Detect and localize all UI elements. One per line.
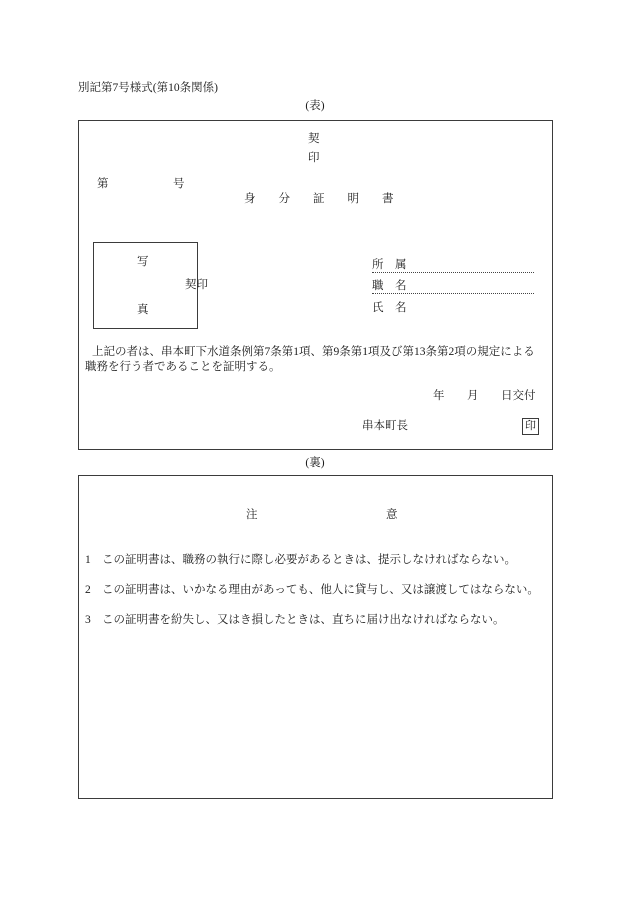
field-job-title — [372, 279, 534, 294]
tally-seal-top-char: 契 — [308, 133, 320, 145]
statement-line-1: 上記の者は、串本町下水道条例第7条第1項、第9条第1項及び第13条第2項の規定による — [92, 346, 535, 358]
notice-item-number: 1 — [85, 554, 91, 566]
issuer-name: 串本町長 — [362, 420, 408, 432]
notice-heading-second: 意 — [386, 509, 398, 521]
notice-item — [79, 553, 551, 567]
id-card-front — [78, 120, 553, 450]
number-prefix: 第 — [97, 178, 109, 190]
notice-item-text: この証明書は、職務の執行に際し必要があるときは、提示しなければならない。 — [102, 554, 516, 566]
number-suffix: 号 — [173, 178, 185, 190]
document-title: 身分証明書 — [244, 193, 417, 205]
photo-label-top: 写 — [137, 256, 149, 268]
photo-label-bottom: 真 — [137, 304, 149, 316]
notice-heading-first: 注 — [246, 509, 258, 521]
field-name — [372, 301, 534, 315]
field-affiliation — [372, 258, 534, 273]
field-affiliation-label: 所 属 — [372, 259, 407, 271]
notice-item — [79, 613, 551, 627]
field-job-title-label: 職 名 — [372, 280, 407, 292]
issuer-seal-icon — [522, 418, 539, 435]
field-name-label: 氏 名 — [372, 302, 407, 314]
issue-date-year: 年 — [433, 390, 445, 402]
back-side-label: (裏) — [305, 457, 325, 469]
issue-date-day: 日交付 — [501, 390, 536, 402]
issue-date-month: 月 — [467, 390, 479, 402]
id-card-back — [78, 475, 553, 799]
notice-item-number: 3 — [85, 614, 91, 626]
notice-item — [79, 583, 551, 597]
notice-item-text: この証明書を紛失し、又はき損したときは、直ちに届け出なければならない。 — [102, 614, 505, 626]
photo-tally-seal: 契印 — [185, 279, 208, 291]
tally-seal-bottom-char: 印 — [308, 152, 320, 164]
form-label: 別記第7号様式(第10条関係) — [78, 82, 218, 94]
notice-item-text: この証明書は、いかなる理由があっても、他人に貸与し、又は譲渡してはならない。 — [102, 584, 539, 596]
notice-item-number: 2 — [85, 584, 91, 596]
statement-line-2: 職務を行う者であることを証明する。 — [85, 361, 281, 373]
issuer-seal-char: 印 — [525, 420, 536, 432]
front-side-label: (表) — [305, 100, 325, 112]
photo-box — [93, 242, 198, 329]
